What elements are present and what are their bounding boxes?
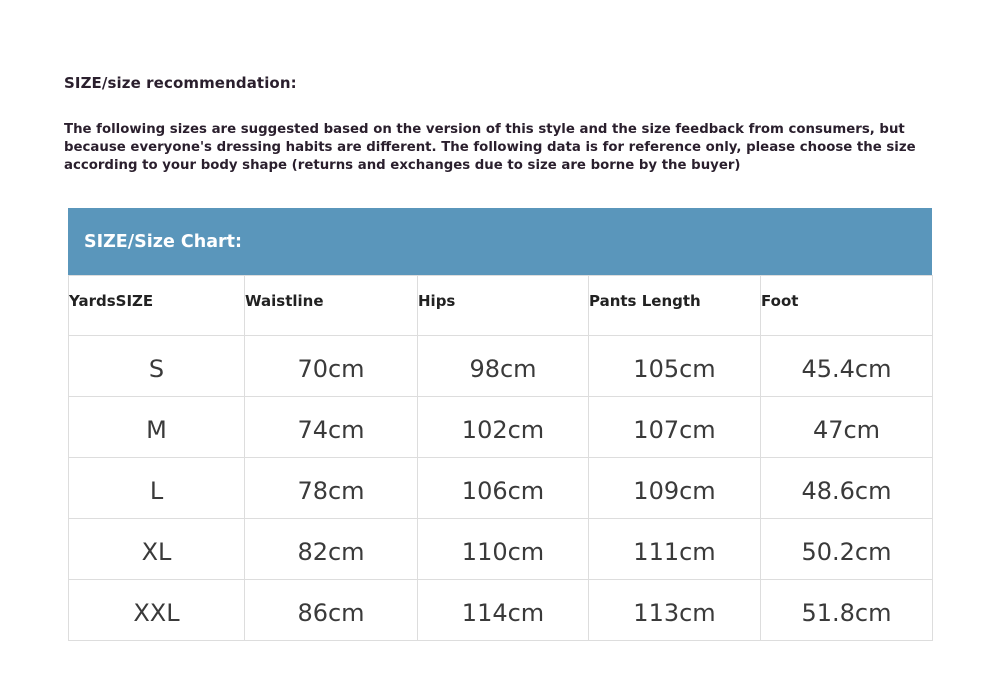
table-cell: 98cm — [418, 336, 589, 397]
size-chart-title: SIZE/Size Chart: — [84, 231, 243, 252]
table-cell: 102cm — [418, 397, 589, 458]
table-cell: S — [69, 336, 245, 397]
table-row — [69, 519, 933, 580]
table-cell: 70cm — [245, 336, 418, 397]
table-cell: 78cm — [245, 458, 418, 519]
table-header-row — [69, 276, 933, 336]
table-cell: 45.4cm — [761, 336, 933, 397]
intro-line: according to your body shape (returns and exchanges due to size are borne by the buyer) — [64, 158, 741, 173]
size-table — [68, 275, 933, 641]
table-cell: 107cm — [589, 397, 761, 458]
table-row — [69, 458, 933, 519]
intro-text — [64, 121, 924, 175]
table-cell: 51.8cm — [761, 580, 933, 641]
table-cell: M — [69, 397, 245, 458]
table-cell: 82cm — [245, 519, 418, 580]
table-row — [69, 336, 933, 397]
table-cell: 48.6cm — [761, 458, 933, 519]
page-heading: SIZE/size recommendation: — [64, 74, 297, 92]
table-cell: 86cm — [245, 580, 418, 641]
intro-line: because everyone's dressing habits are different. The following data is for reference only, please choose the size — [64, 140, 916, 155]
column-header-waistline: Waistline — [245, 276, 418, 336]
size-chart-banner — [68, 208, 932, 275]
table-cell: XL — [69, 519, 245, 580]
intro-line: The following sizes are suggested based on the version of this style and the size feedback from consumers, but — [64, 122, 905, 137]
table-row — [69, 580, 933, 641]
table-cell: XXL — [69, 580, 245, 641]
table-cell: 109cm — [589, 458, 761, 519]
size-chart — [68, 208, 932, 641]
table-cell: 114cm — [418, 580, 589, 641]
column-header-hips: Hips — [418, 276, 589, 336]
column-header-foot: Foot — [761, 276, 933, 336]
table-cell: 74cm — [245, 397, 418, 458]
table-cell: 47cm — [761, 397, 933, 458]
table-cell: 105cm — [589, 336, 761, 397]
table-cell: 110cm — [418, 519, 589, 580]
table-cell: 113cm — [589, 580, 761, 641]
table-cell: L — [69, 458, 245, 519]
table-cell: 50.2cm — [761, 519, 933, 580]
column-header-size: YardsSIZE — [69, 276, 245, 336]
table-cell: 106cm — [418, 458, 589, 519]
table-cell: 111cm — [589, 519, 761, 580]
table-row — [69, 397, 933, 458]
column-header-pants-length: Pants Length — [589, 276, 761, 336]
